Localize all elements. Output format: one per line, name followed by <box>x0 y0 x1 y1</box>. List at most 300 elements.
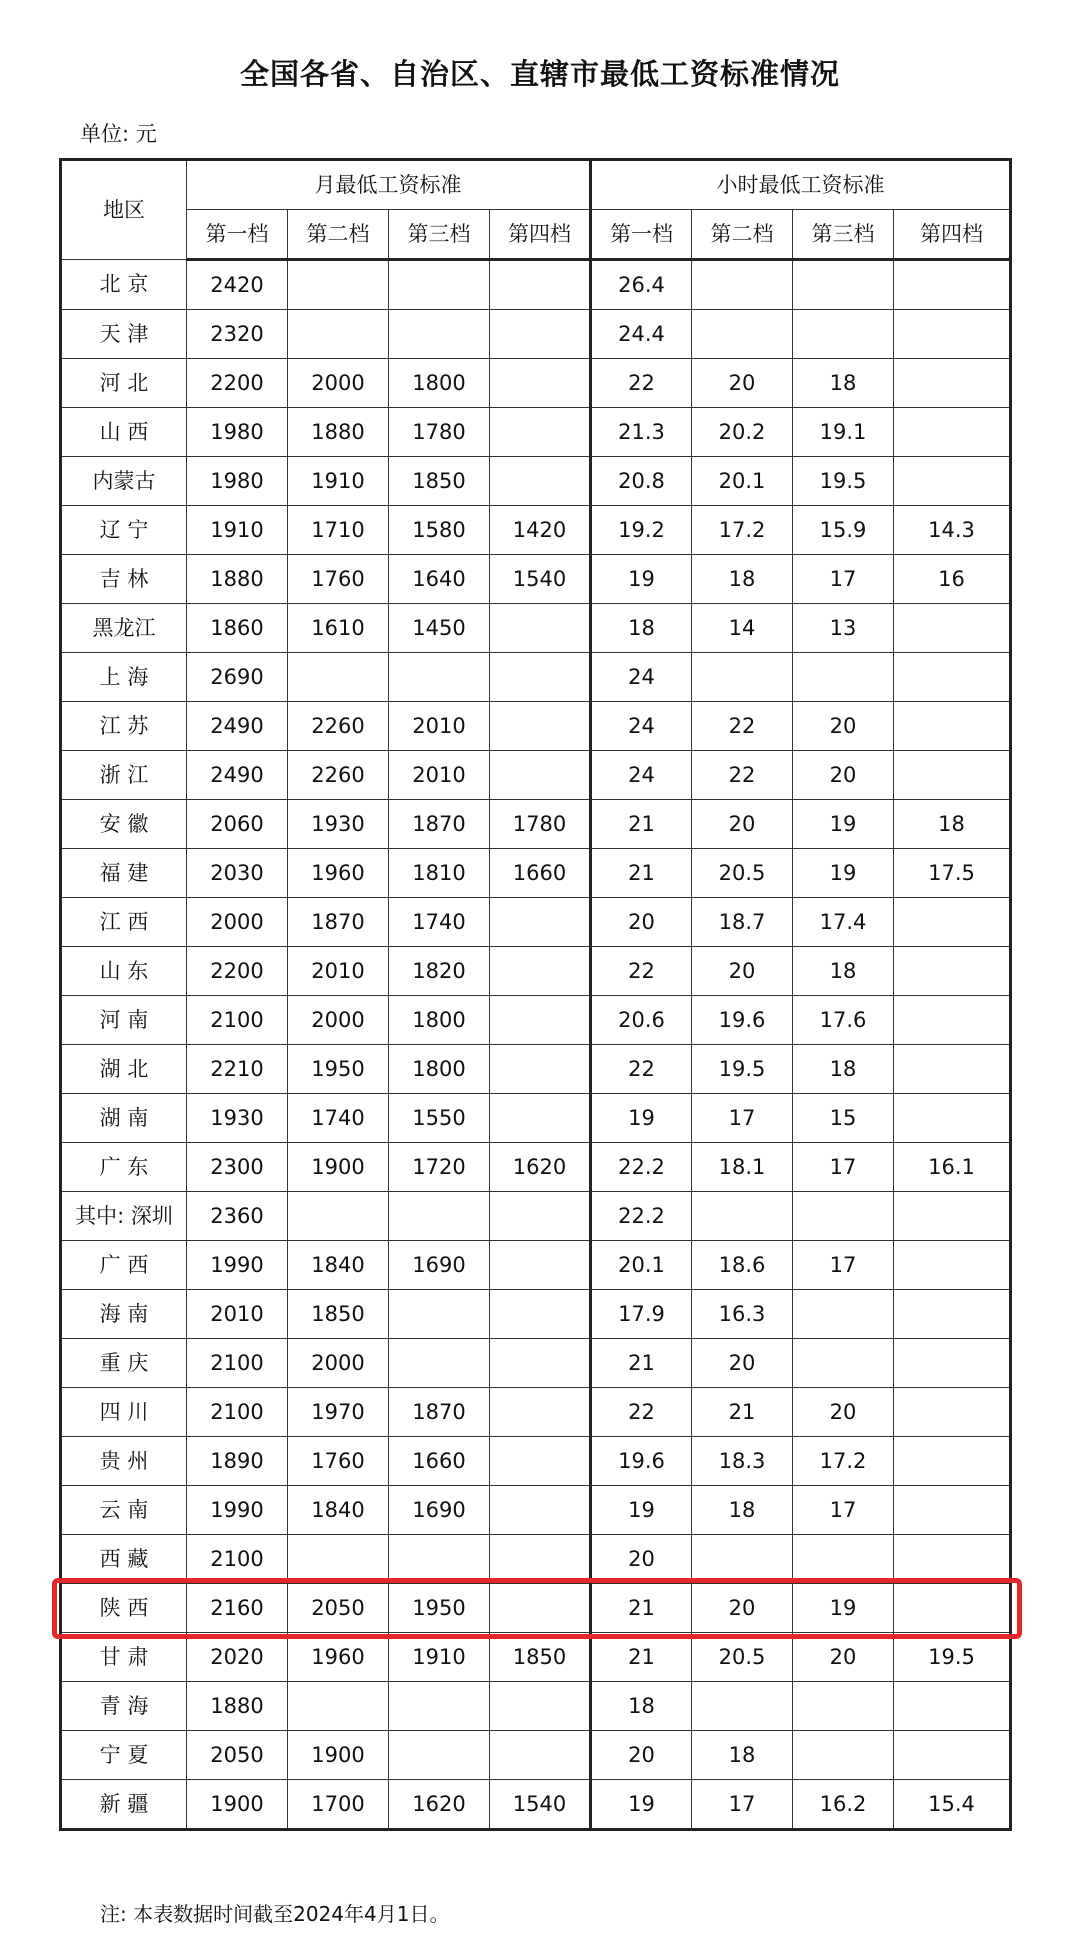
hourly-tier-3-cell: 19.5 <box>793 457 894 506</box>
monthly-tier-4-cell <box>490 604 591 653</box>
hourly-tier-4-cell <box>894 1241 1011 1290</box>
monthly-tier-4-cell <box>490 1682 591 1731</box>
monthly-tier-4-cell <box>490 457 591 506</box>
hourly-tier-2-cell: 20.1 <box>692 457 793 506</box>
monthly-tier-3-cell: 1910 <box>389 1633 490 1682</box>
region-cell: 云 南 <box>61 1486 187 1535</box>
monthly-tier-3-cell <box>389 653 490 702</box>
monthly-tier-3-cell: 1870 <box>389 800 490 849</box>
monthly-tier-4-cell <box>490 1094 591 1143</box>
monthly-tier-2-cell: 2050 <box>288 1584 389 1633</box>
table-row <box>61 1241 1011 1290</box>
hourly-tier-4-cell: 14.3 <box>894 506 1011 555</box>
monthly-tier-2-cell <box>288 1192 389 1241</box>
hourly-tier-3-cell: 20 <box>793 1388 894 1437</box>
region-cell: 江 苏 <box>61 702 187 751</box>
monthly-tier-4-cell <box>490 898 591 947</box>
hourly-tier-4-cell <box>894 1486 1011 1535</box>
monthly-tier-2-cell: 1840 <box>288 1486 389 1535</box>
hourly-tier-2-cell: 18 <box>692 555 793 604</box>
hourly-tier-4-cell <box>894 310 1011 359</box>
monthly-tier-1-cell: 1980 <box>187 457 288 506</box>
table-row <box>61 898 1011 947</box>
monthly-tier-1-cell: 2690 <box>187 653 288 702</box>
monthly-tier-1-cell: 2010 <box>187 1290 288 1339</box>
hourly-tier-4-cell <box>894 653 1011 702</box>
monthly-tier-3-cell: 1870 <box>389 1388 490 1437</box>
monthly-tier-2-cell: 2000 <box>288 996 389 1045</box>
hourly-tier-4-cell <box>894 898 1011 947</box>
hourly-tier-2-cell: 19.5 <box>692 1045 793 1094</box>
monthly-tier-4-cell <box>490 653 591 702</box>
monthly-tier-4-cell <box>490 1192 591 1241</box>
hourly-tier-2-cell: 20 <box>692 359 793 408</box>
hourly-tier-1-cell: 24 <box>591 653 692 702</box>
table-row <box>61 1682 1011 1731</box>
hourly-tier-4-cell <box>894 1535 1011 1584</box>
monthly-tier-4-cell <box>490 1339 591 1388</box>
hourly-tier-3-cell: 17.2 <box>793 1437 894 1486</box>
hourly-tier-4-cell <box>894 947 1011 996</box>
hourly-tier-4-cell: 15.4 <box>894 1780 1011 1830</box>
monthly-tier-1-cell: 2100 <box>187 996 288 1045</box>
monthly-tier-3-cell: 1800 <box>389 359 490 408</box>
hourly-tier-2-cell: 18.3 <box>692 1437 793 1486</box>
hourly-tier-2-cell: 19.6 <box>692 996 793 1045</box>
hourly-tier-4-cell <box>894 1584 1011 1633</box>
monthly-tier-1-cell: 2490 <box>187 702 288 751</box>
monthly-tier-3-cell <box>389 1682 490 1731</box>
hourly-tier-4-cell <box>894 702 1011 751</box>
monthly-tier-2-cell <box>288 653 389 702</box>
monthly-tier-1-cell: 2300 <box>187 1143 288 1192</box>
monthly-tier-1-cell: 2000 <box>187 898 288 947</box>
hourly-tier-3-cell <box>793 310 894 359</box>
hourly-tier-4-cell: 19.5 <box>894 1633 1011 1682</box>
monthly-tier-1-cell: 2210 <box>187 1045 288 1094</box>
table-row <box>61 1780 1011 1830</box>
region-cell: 广 西 <box>61 1241 187 1290</box>
hourly-tier-3-cell <box>793 260 894 310</box>
table-row-highlighted <box>61 1584 1011 1633</box>
monthly-tier-3-cell <box>389 1290 490 1339</box>
table-row <box>61 457 1011 506</box>
monthly-tier-3-cell <box>389 260 490 310</box>
monthly-tier-3-cell <box>389 1192 490 1241</box>
monthly-tier-3-cell: 1720 <box>389 1143 490 1192</box>
table-row <box>61 1339 1011 1388</box>
monthly-tier-3-cell: 1690 <box>389 1486 490 1535</box>
hourly-tier-2-cell: 20.5 <box>692 849 793 898</box>
hourly-tier-1-cell: 20.8 <box>591 457 692 506</box>
hourly-tier-4-cell <box>894 1045 1011 1094</box>
region-cell: 广 东 <box>61 1143 187 1192</box>
monthly-tier-1-cell: 1980 <box>187 408 288 457</box>
hourly-tier-2-cell: 18 <box>692 1486 793 1535</box>
hourly-tier-1-cell: 19.2 <box>591 506 692 555</box>
monthly-tier-3-cell: 1450 <box>389 604 490 653</box>
hourly-tier-3-cell <box>793 1535 894 1584</box>
hourly-tier-2-cell: 16.3 <box>692 1290 793 1339</box>
hourly-tier-3-cell: 17 <box>793 1143 894 1192</box>
region-cell: 贵 州 <box>61 1437 187 1486</box>
monthly-tier-4-cell <box>490 359 591 408</box>
region-cell: 山 东 <box>61 947 187 996</box>
monthly-tier-4-cell: 1660 <box>490 849 591 898</box>
table-row <box>61 604 1011 653</box>
monthly-tier-4-cell <box>490 260 591 310</box>
monthly-tier-1-cell: 2200 <box>187 359 288 408</box>
monthly-tier-3-cell: 1620 <box>389 1780 490 1830</box>
hourly-tier-1-cell: 20.1 <box>591 1241 692 1290</box>
hourly-tier-3-cell: 20 <box>793 702 894 751</box>
hourly-tier-4-cell <box>894 1339 1011 1388</box>
monthly-tier-1-cell: 2420 <box>187 260 288 310</box>
hourly-tier-3-cell <box>793 1731 894 1780</box>
hourly-tier-3-cell: 18 <box>793 359 894 408</box>
monthly-tier-3-cell: 1740 <box>389 898 490 947</box>
table-row <box>61 653 1011 702</box>
hourly-tier-1-cell: 18 <box>591 604 692 653</box>
table-row <box>61 751 1011 800</box>
region-cell: 辽 宁 <box>61 506 187 555</box>
table-row <box>61 310 1011 359</box>
monthly-tier-3-cell: 1690 <box>389 1241 490 1290</box>
hourly-tier-3-cell: 20 <box>793 751 894 800</box>
hourly-tier-3-cell: 17.4 <box>793 898 894 947</box>
hourly-tier-3-cell: 19 <box>793 1584 894 1633</box>
hourly-tier-2-cell <box>692 310 793 359</box>
hourly-tier-2-cell <box>692 1682 793 1731</box>
region-cell: 福 建 <box>61 849 187 898</box>
hourly-tier-2-cell: 20 <box>692 947 793 996</box>
hourly-tier-2-cell <box>692 653 793 702</box>
monthly-tier-2-cell: 2000 <box>288 1339 389 1388</box>
hourly-tier-3-cell <box>793 653 894 702</box>
table-row <box>61 260 1011 310</box>
hourly-tier-4-cell <box>894 1290 1011 1339</box>
region-cell: 湖 南 <box>61 1094 187 1143</box>
region-cell: 天 津 <box>61 310 187 359</box>
hourly-tier-3-cell: 16.2 <box>793 1780 894 1830</box>
hourly-tier-4-cell <box>894 1682 1011 1731</box>
monthly-tier-3-cell: 1640 <box>389 555 490 604</box>
region-cell: 宁 夏 <box>61 1731 187 1780</box>
hourly-tier-1-cell: 24 <box>591 751 692 800</box>
hourly-tier-4-cell <box>894 604 1011 653</box>
monthly-tier-3-cell: 1810 <box>389 849 490 898</box>
header-hourly: 小时最低工资标准 <box>591 160 1011 210</box>
hourly-tier-4-cell <box>894 1437 1011 1486</box>
monthly-tier-3-cell: 1850 <box>389 457 490 506</box>
monthly-tier-2-cell: 1930 <box>288 800 389 849</box>
monthly-tier-4-cell <box>490 996 591 1045</box>
monthly-tier-1-cell: 1860 <box>187 604 288 653</box>
table-row <box>61 1633 1011 1682</box>
hourly-tier-1-cell: 20 <box>591 1731 692 1780</box>
wage-table <box>59 158 1012 1831</box>
monthly-tier-4-cell <box>490 1045 591 1094</box>
hourly-tier-2-cell: 18.6 <box>692 1241 793 1290</box>
hourly-tier-2-cell: 21 <box>692 1388 793 1437</box>
monthly-tier-3-cell: 2010 <box>389 702 490 751</box>
hourly-tier-3-cell <box>793 1339 894 1388</box>
hourly-tier-4-cell <box>894 1192 1011 1241</box>
hourly-tier-3-cell <box>793 1682 894 1731</box>
hourly-tier-2-cell: 18.1 <box>692 1143 793 1192</box>
hourly-tier-1-cell: 22 <box>591 359 692 408</box>
monthly-tier-4-cell <box>490 1437 591 1486</box>
hourly-tier-3-cell: 15 <box>793 1094 894 1143</box>
hourly-tier-1-cell: 20.6 <box>591 996 692 1045</box>
monthly-tier-4-cell <box>490 1388 591 1437</box>
monthly-tier-3-cell: 1580 <box>389 506 490 555</box>
hourly-tier-3-cell: 13 <box>793 604 894 653</box>
header-hourly-tier-2: 第二档 <box>692 210 793 260</box>
hourly-tier-4-cell: 16.1 <box>894 1143 1011 1192</box>
hourly-tier-3-cell: 18 <box>793 1045 894 1094</box>
monthly-tier-4-cell: 1420 <box>490 506 591 555</box>
header-monthly-tier-4: 第四档 <box>490 210 591 260</box>
monthly-tier-4-cell: 1850 <box>490 1633 591 1682</box>
table-row <box>61 1290 1011 1339</box>
monthly-tier-2-cell: 1960 <box>288 849 389 898</box>
monthly-tier-2-cell: 2010 <box>288 947 389 996</box>
region-cell: 其中: 深圳 <box>61 1192 187 1241</box>
monthly-tier-3-cell: 1660 <box>389 1437 490 1486</box>
hourly-tier-1-cell: 22 <box>591 947 692 996</box>
monthly-tier-3-cell: 1800 <box>389 1045 490 1094</box>
region-cell: 甘 肃 <box>61 1633 187 1682</box>
hourly-tier-2-cell: 20.5 <box>692 1633 793 1682</box>
monthly-tier-2-cell: 1740 <box>288 1094 389 1143</box>
hourly-tier-4-cell <box>894 996 1011 1045</box>
header-hourly-tier-4: 第四档 <box>894 210 1011 260</box>
monthly-tier-4-cell <box>490 1584 591 1633</box>
hourly-tier-1-cell: 21 <box>591 1584 692 1633</box>
monthly-tier-2-cell: 1960 <box>288 1633 389 1682</box>
hourly-tier-1-cell: 19 <box>591 1094 692 1143</box>
monthly-tier-4-cell <box>490 751 591 800</box>
table-row <box>61 1437 1011 1486</box>
monthly-tier-3-cell: 1950 <box>389 1584 490 1633</box>
hourly-tier-2-cell: 17 <box>692 1094 793 1143</box>
table-row <box>61 506 1011 555</box>
region-cell: 四 川 <box>61 1388 187 1437</box>
hourly-tier-3-cell: 19.1 <box>793 408 894 457</box>
hourly-tier-1-cell: 22 <box>591 1388 692 1437</box>
monthly-tier-4-cell: 1540 <box>490 555 591 604</box>
monthly-tier-4-cell: 1540 <box>490 1780 591 1830</box>
hourly-tier-2-cell: 20 <box>692 800 793 849</box>
hourly-tier-1-cell: 19 <box>591 555 692 604</box>
hourly-tier-4-cell: 16 <box>894 555 1011 604</box>
monthly-tier-1-cell: 2160 <box>187 1584 288 1633</box>
monthly-tier-1-cell: 2320 <box>187 310 288 359</box>
region-cell: 西 藏 <box>61 1535 187 1584</box>
hourly-tier-3-cell: 19 <box>793 800 894 849</box>
monthly-tier-4-cell <box>490 1731 591 1780</box>
region-cell: 青 海 <box>61 1682 187 1731</box>
monthly-tier-4-cell <box>490 1486 591 1535</box>
monthly-tier-3-cell <box>389 1339 490 1388</box>
region-cell: 吉 林 <box>61 555 187 604</box>
region-cell: 浙 江 <box>61 751 187 800</box>
monthly-tier-1-cell: 1930 <box>187 1094 288 1143</box>
monthly-tier-1-cell: 1990 <box>187 1486 288 1535</box>
hourly-tier-3-cell: 20 <box>793 1633 894 1682</box>
hourly-tier-1-cell: 21 <box>591 800 692 849</box>
header-monthly-tier-2: 第二档 <box>288 210 389 260</box>
hourly-tier-1-cell: 19 <box>591 1486 692 1535</box>
unit-label: 单位: 元 <box>80 122 157 146</box>
monthly-tier-2-cell: 1610 <box>288 604 389 653</box>
monthly-tier-3-cell <box>389 310 490 359</box>
monthly-tier-1-cell: 2030 <box>187 849 288 898</box>
hourly-tier-3-cell: 15.9 <box>793 506 894 555</box>
header-monthly-tier-1: 第一档 <box>187 210 288 260</box>
hourly-tier-4-cell: 18 <box>894 800 1011 849</box>
monthly-tier-2-cell: 2260 <box>288 751 389 800</box>
table-row <box>61 408 1011 457</box>
hourly-tier-3-cell: 19 <box>793 849 894 898</box>
hourly-tier-1-cell: 22 <box>591 1045 692 1094</box>
region-cell: 湖 北 <box>61 1045 187 1094</box>
hourly-tier-4-cell <box>894 408 1011 457</box>
monthly-tier-2-cell: 1910 <box>288 457 389 506</box>
monthly-tier-1-cell: 2100 <box>187 1339 288 1388</box>
monthly-tier-3-cell: 1780 <box>389 408 490 457</box>
table-row <box>61 1535 1011 1584</box>
table-row <box>61 1192 1011 1241</box>
monthly-tier-1-cell: 1880 <box>187 1682 288 1731</box>
table-row <box>61 359 1011 408</box>
hourly-tier-3-cell <box>793 1192 894 1241</box>
table-row <box>61 996 1011 1045</box>
hourly-tier-1-cell: 24.4 <box>591 310 692 359</box>
table-row <box>61 555 1011 604</box>
hourly-tier-2-cell <box>692 260 793 310</box>
hourly-tier-2-cell: 22 <box>692 751 793 800</box>
monthly-tier-2-cell: 1840 <box>288 1241 389 1290</box>
monthly-tier-4-cell: 1620 <box>490 1143 591 1192</box>
monthly-tier-1-cell: 1990 <box>187 1241 288 1290</box>
table-row <box>61 1388 1011 1437</box>
hourly-tier-1-cell: 20 <box>591 898 692 947</box>
hourly-tier-1-cell: 22.2 <box>591 1192 692 1241</box>
hourly-tier-4-cell <box>894 260 1011 310</box>
monthly-tier-4-cell: 1780 <box>490 800 591 849</box>
hourly-tier-1-cell: 19 <box>591 1780 692 1830</box>
table-row <box>61 1045 1011 1094</box>
monthly-tier-4-cell <box>490 702 591 751</box>
hourly-tier-3-cell: 17 <box>793 1486 894 1535</box>
hourly-tier-2-cell: 18.7 <box>692 898 793 947</box>
table-row <box>61 1143 1011 1192</box>
monthly-tier-4-cell <box>490 1290 591 1339</box>
monthly-tier-2-cell: 1900 <box>288 1143 389 1192</box>
table-row <box>61 947 1011 996</box>
header-monthly: 月最低工资标准 <box>187 160 591 210</box>
hourly-tier-1-cell: 21 <box>591 1339 692 1388</box>
region-cell: 海 南 <box>61 1290 187 1339</box>
hourly-tier-2-cell <box>692 1192 793 1241</box>
region-cell: 新 疆 <box>61 1780 187 1830</box>
monthly-tier-4-cell <box>490 947 591 996</box>
monthly-tier-4-cell <box>490 1535 591 1584</box>
monthly-tier-1-cell: 1910 <box>187 506 288 555</box>
monthly-tier-1-cell: 2490 <box>187 751 288 800</box>
monthly-tier-2-cell <box>288 1682 389 1731</box>
hourly-tier-1-cell: 18 <box>591 1682 692 1731</box>
header-region: 地区 <box>61 160 187 260</box>
monthly-tier-3-cell <box>389 1731 490 1780</box>
monthly-tier-2-cell: 1710 <box>288 506 389 555</box>
region-cell: 河 北 <box>61 359 187 408</box>
monthly-tier-4-cell <box>490 408 591 457</box>
region-cell: 上 海 <box>61 653 187 702</box>
monthly-tier-3-cell: 1820 <box>389 947 490 996</box>
monthly-tier-2-cell: 2000 <box>288 359 389 408</box>
monthly-tier-2-cell: 1870 <box>288 898 389 947</box>
monthly-tier-2-cell: 2260 <box>288 702 389 751</box>
region-cell: 内蒙古 <box>61 457 187 506</box>
monthly-tier-2-cell: 1760 <box>288 555 389 604</box>
monthly-tier-2-cell <box>288 1535 389 1584</box>
region-cell: 陕 西 <box>61 1584 187 1633</box>
table-body <box>61 260 1011 1830</box>
table-row <box>61 1486 1011 1535</box>
hourly-tier-1-cell: 26.4 <box>591 260 692 310</box>
hourly-tier-2-cell: 17.2 <box>692 506 793 555</box>
monthly-tier-2-cell <box>288 310 389 359</box>
hourly-tier-4-cell <box>894 457 1011 506</box>
header-hourly-tier-1: 第一档 <box>591 210 692 260</box>
region-cell: 黑龙江 <box>61 604 187 653</box>
monthly-tier-1-cell: 2100 <box>187 1535 288 1584</box>
hourly-tier-3-cell: 17 <box>793 555 894 604</box>
hourly-tier-1-cell: 21 <box>591 1633 692 1682</box>
hourly-tier-4-cell <box>894 1731 1011 1780</box>
monthly-tier-1-cell: 1880 <box>187 555 288 604</box>
table-row <box>61 800 1011 849</box>
table-row <box>61 1094 1011 1143</box>
hourly-tier-3-cell: 17.6 <box>793 996 894 1045</box>
monthly-tier-4-cell <box>490 1241 591 1290</box>
hourly-tier-4-cell: 17.5 <box>894 849 1011 898</box>
hourly-tier-1-cell: 17.9 <box>591 1290 692 1339</box>
hourly-tier-2-cell: 14 <box>692 604 793 653</box>
hourly-tier-1-cell: 21 <box>591 849 692 898</box>
monthly-tier-1-cell: 2100 <box>187 1388 288 1437</box>
hourly-tier-3-cell <box>793 1290 894 1339</box>
hourly-tier-2-cell: 20 <box>692 1339 793 1388</box>
hourly-tier-4-cell <box>894 1094 1011 1143</box>
table-row <box>61 702 1011 751</box>
hourly-tier-1-cell: 19.6 <box>591 1437 692 1486</box>
monthly-tier-2-cell: 1880 <box>288 408 389 457</box>
page-title: 全国各省、自治区、直辖市最低工资标准情况 <box>239 57 840 91</box>
table-row <box>61 849 1011 898</box>
monthly-tier-3-cell: 1550 <box>389 1094 490 1143</box>
monthly-tier-2-cell: 1850 <box>288 1290 389 1339</box>
monthly-tier-3-cell <box>389 1535 490 1584</box>
monthly-tier-3-cell: 2010 <box>389 751 490 800</box>
monthly-tier-1-cell: 2360 <box>187 1192 288 1241</box>
hourly-tier-2-cell: 17 <box>692 1780 793 1830</box>
hourly-tier-2-cell <box>692 1535 793 1584</box>
monthly-tier-2-cell <box>288 260 389 310</box>
